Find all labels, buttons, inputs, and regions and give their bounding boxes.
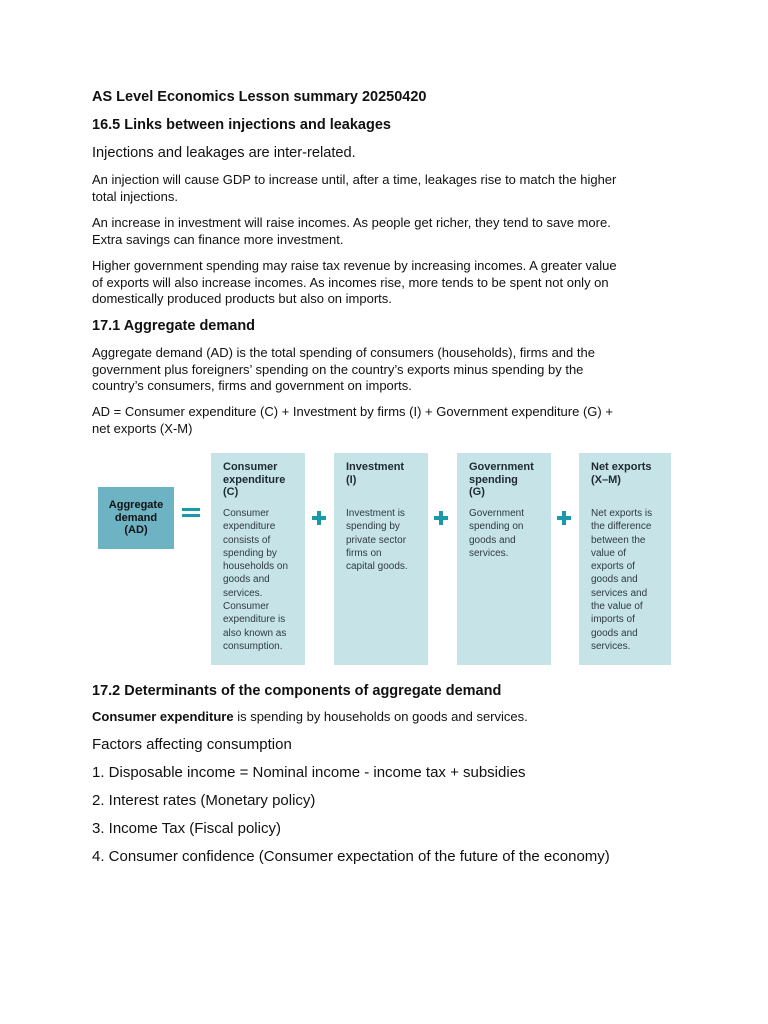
- equals-sign-icon: [182, 506, 200, 518]
- consumer-expenditure-panel: [211, 453, 305, 665]
- panel-title: Government spending (G): [469, 461, 534, 499]
- net-exports-panel: [579, 453, 671, 665]
- panel-body: Investment is spending by private sector firms on capital goods.: [346, 508, 408, 573]
- plus-icon: [434, 511, 448, 525]
- panel-body: Consumer expenditure consists of spending by households on goods and services. Consumer expenditure is also known as consumption.: [223, 508, 289, 652]
- list-item: 2. Interest rates (Monetary policy): [92, 792, 316, 809]
- paragraph: Aggregate demand (AD) is the total spending of consumers (households), firms and the government plus foreigners’ spending on the country’s exports minus spending by the country’s consumers, firms and government on imports.: [92, 345, 595, 393]
- definition: Consumer expenditure is spending by households on goods and services.: [92, 709, 528, 724]
- aggregate-demand-box: Aggregate demand (AD): [98, 487, 174, 549]
- government-spending-panel: [457, 453, 551, 665]
- list-item: 4. Consumer confidence (Consumer expectation of the future of the economy): [92, 848, 610, 865]
- plus-icon: [557, 511, 571, 525]
- list-item: 3. Income Tax (Fiscal policy): [92, 820, 281, 837]
- section-lead: Injections and leakages are inter-related.: [92, 145, 356, 161]
- aggregate-demand-diagram: [92, 453, 672, 665]
- paragraph: An increase in investment will raise incomes. As people get richer, they tend to save more. Extra savings can finance more investment.: [92, 215, 611, 247]
- document-title: AS Level Economics Lesson summary 20250420: [92, 89, 427, 105]
- panel-title: Net exports (X–M): [591, 461, 652, 486]
- list-item: 1. Disposable income = Nominal income - income tax + subsidies: [92, 764, 526, 781]
- factors-heading: Factors affecting consumption: [92, 736, 292, 753]
- ad-equation: AD = Consumer expenditure (C) + Investment by firms (I) + Government expenditure (G) + net exports (X-M): [92, 404, 613, 436]
- panel-title: Consumer expenditure (C): [223, 461, 286, 499]
- paragraph: Higher government spending may raise tax revenue by increasing incomes. A greater value of exports will also increase incomes. As incomes rise, more tends to be spent not only on domestically produced products but also on imports.: [92, 258, 617, 306]
- panel-body: Government spending on goods and services.: [469, 508, 525, 559]
- plus-icon: [312, 511, 326, 525]
- paragraph: An injection will cause GDP to increase until, after a time, leakages rise to match the higher total injections.: [92, 172, 617, 204]
- section-heading-17-2: 17.2 Determinants of the components of aggregate demand: [92, 683, 502, 699]
- section-heading-17-1: 17.1 Aggregate demand: [92, 318, 256, 334]
- section-heading-16-5: 16.5 Links between injections and leakages: [92, 117, 391, 133]
- investment-panel: [334, 453, 428, 665]
- panel-title: Investment (I): [346, 461, 405, 486]
- panel-body: Net exports is the difference between the value of exports of goods and services and the value of imports of goods and services.: [591, 508, 653, 652]
